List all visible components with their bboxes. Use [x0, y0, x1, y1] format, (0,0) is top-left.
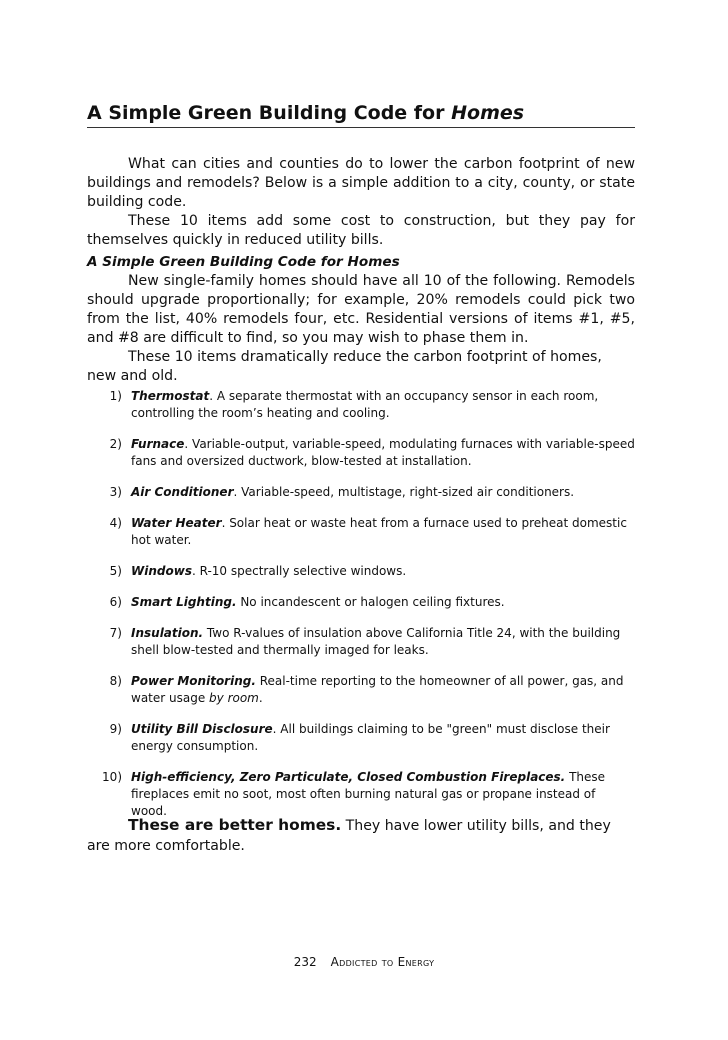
item-emphasis: by room: [209, 691, 259, 705]
item-label: Power Monitoring.: [131, 674, 256, 688]
page-footer: [0, 954, 728, 970]
item-label: High-efficiency, Zero Particulate, Closed Combustion Fireplaces.: [131, 770, 566, 784]
closing-paragraph: [87, 815, 635, 856]
closing-section: [87, 815, 635, 856]
item-label: Utility Bill Disclosure: [131, 722, 273, 736]
item-text: . Variable-output, variable-speed, modulating furnaces with variable-speed fans and oversized ductwork, blow-tested at installation.: [131, 437, 635, 468]
item-number: 7): [109, 626, 122, 640]
list-item: [87, 388, 635, 422]
item-number: 2): [109, 437, 122, 451]
item-text: . All buildings claiming to be "green" must disclose their energy consumption.: [131, 722, 610, 753]
item-label: Windows: [131, 564, 192, 578]
item-text: Real-time reporting to the homeowner of all power, gas, and water usage: [131, 674, 624, 705]
section-paragraph-1: New single-family homes should have all 10 of the following. Remodels should upgrade proportionally; for example, 20% remodels could pick two from the list, 40% remodels four, etc. Residential versions of items #1, #5, and #8 are difficult to find, so you may wish to phase them in.: [87, 273, 635, 346]
title-italic: Homes: [451, 102, 525, 124]
item-text: No incandescent or halogen ceiling fixtures.: [236, 595, 505, 609]
list-item: [87, 436, 635, 470]
item-text: Two R-values of insulation above California Title 24, with the building shell blow-tested and thermally imaged for leaks.: [131, 626, 621, 657]
page-title: [87, 100, 635, 128]
item-text: . Solar heat or waste heat from a furnace used to preheat domestic hot water.: [131, 516, 627, 547]
closing-strong: These are better homes.: [128, 816, 342, 834]
item-label: Air Conditioner: [131, 485, 234, 499]
item-tail: .: [258, 691, 263, 705]
page-number: 232: [293, 955, 317, 969]
title-main: A Simple Green Building Code for: [87, 102, 452, 124]
section-paragraph-2: These 10 items dramatically reduce the carbon footprint of homes, new and old.: [87, 349, 602, 384]
list-item: [87, 484, 635, 501]
item-text: . A separate thermostat with an occupancy sensor in each room, controlling the room’s heating and cooling.: [131, 389, 599, 420]
intro-paragraph-2: These 10 items add some cost to construction, but they pay for themselves quickly in reduced utility bills.: [87, 213, 635, 248]
list-item: [87, 563, 635, 580]
requirements-list: [87, 388, 635, 834]
list-item: [87, 769, 635, 820]
item-number: 5): [109, 564, 122, 578]
list-item: [87, 673, 635, 707]
code-section: [87, 253, 635, 386]
intro-section: [87, 155, 635, 250]
item-label: Water Heater: [131, 516, 222, 530]
item-text: . R-10 spectrally selective windows.: [191, 564, 407, 578]
list-item: [87, 515, 635, 549]
item-label: Smart Lighting.: [131, 595, 237, 609]
item-label: Insulation.: [131, 626, 204, 640]
item-number: 4): [109, 516, 122, 530]
closing-text: They have lower utility bills, and they are more comfortable.: [87, 818, 611, 854]
item-label: Furnace: [131, 437, 185, 451]
item-number: 10): [102, 770, 122, 784]
item-text: These fireplaces emit no soot, most often burning natural gas or propane instead of wood.: [131, 770, 606, 818]
list-item: [87, 594, 635, 611]
item-number: 9): [109, 722, 122, 736]
item-number: 3): [109, 485, 122, 499]
list-item: [87, 625, 635, 659]
item-text: . Variable-speed, multistage, right-sized air conditioners.: [233, 485, 575, 499]
item-number: 6): [109, 595, 122, 609]
running-title: Addicted to Energy: [330, 955, 435, 969]
intro-paragraph-1: What can cities and counties do to lower the carbon footprint of new buildings and remodels? Below is a simple addition to a city, county, or state building code.: [87, 156, 635, 210]
item-number: 8): [109, 674, 122, 688]
item-label: Thermostat: [131, 389, 210, 403]
list-item: [87, 721, 635, 755]
item-number: 1): [109, 389, 122, 403]
section-heading: A Simple Green Building Code for Homes: [87, 254, 400, 270]
